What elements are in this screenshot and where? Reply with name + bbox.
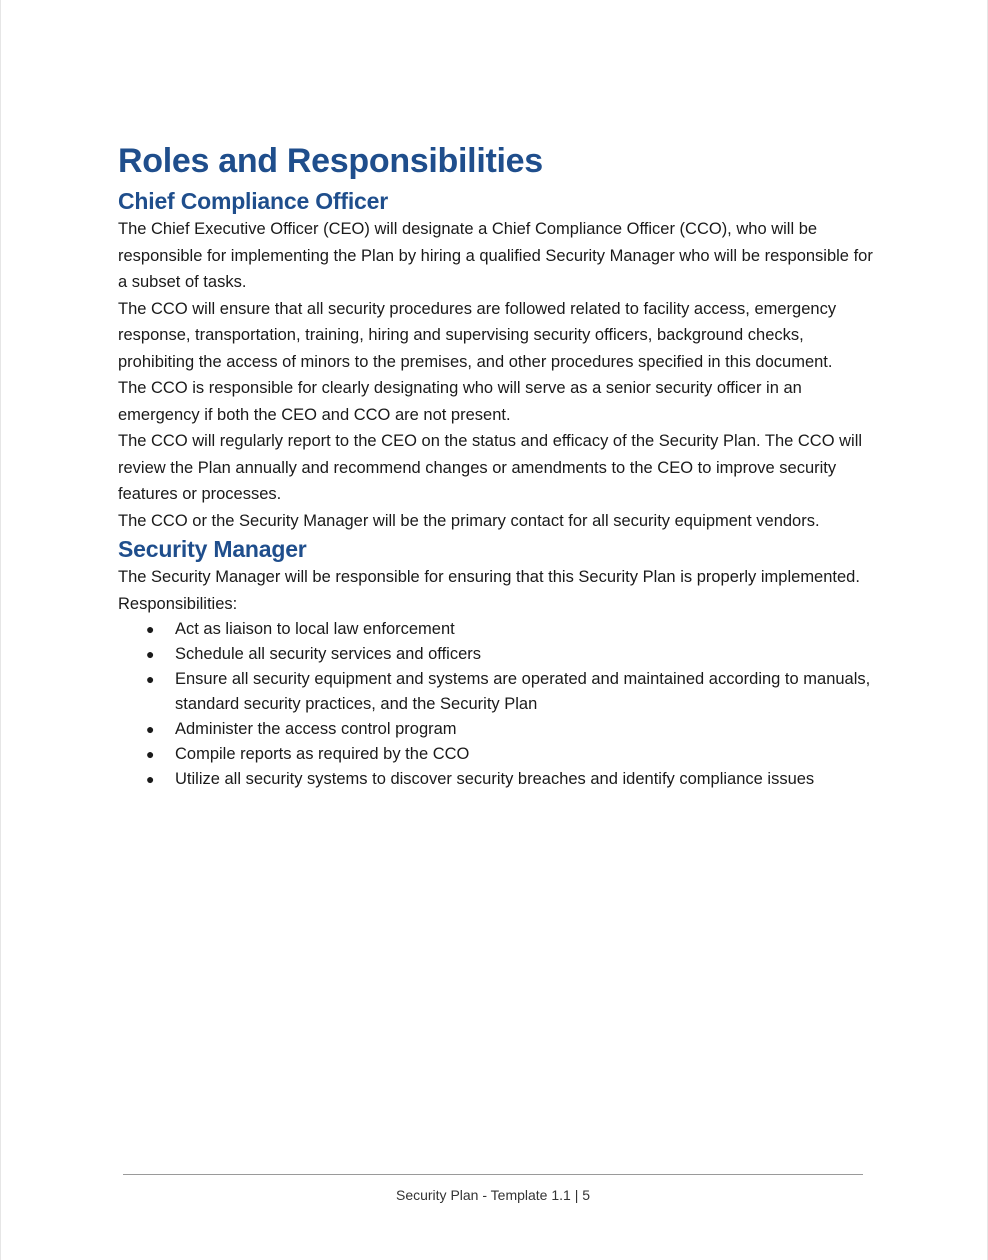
cco-paragraph-5: The CCO or the Security Manager will be the primary contact for all security equipment vendors. xyxy=(118,511,820,530)
page-content xyxy=(118,136,878,792)
list-item xyxy=(118,767,878,792)
page-footer: Security Plan - Template 1.1 | 5 xyxy=(395,1187,591,1203)
cco-paragraph-4: The CCO will regularly report to the CEO on the status and efficacy of the Security Plan. The CCO will review the Plan annually and recommend changes or amendments to the CEO to improve security features or processes. xyxy=(118,432,863,503)
list-item xyxy=(118,642,878,667)
list-item xyxy=(118,617,878,642)
bullet-icon: ● xyxy=(146,621,155,637)
list-item-text: Act as liaison to local law enforcement xyxy=(175,620,455,638)
list-item xyxy=(118,742,878,767)
cco-paragraph-3: The CCO is responsible for clearly designating who will serve as a senior security officer in an emergency if both the CEO and CCO are not present. xyxy=(118,379,802,424)
list-item-text: Compile reports as required by the CCO xyxy=(175,745,470,763)
security-manager-intro: The Security Manager will be responsible for ensuring that this Security Plan is properly implemented. xyxy=(118,568,860,586)
section-heading-security-manager: Security Manager xyxy=(118,536,307,562)
bullet-icon: ● xyxy=(146,671,155,687)
bullet-icon: ● xyxy=(146,646,155,662)
responsibilities-list xyxy=(118,617,878,792)
list-item xyxy=(118,717,878,742)
list-item-text: Ensure all security equipment and systems are operated and maintained according to manuals, standard security practices, and the Security Plan xyxy=(175,670,871,713)
bullet-icon: ● xyxy=(146,721,155,737)
cco-paragraph-2: The CCO will ensure that all security procedures are followed related to facility access, emergency response, transportation, training, hiring and supervising security officers, background checks, prohibiting the access of minors to the premises, and other procedures specified in this document. xyxy=(118,299,837,371)
list-item-text: Utilize all security systems to discover security breaches and identify compliance issues xyxy=(175,770,815,788)
footer-divider xyxy=(123,1174,863,1175)
page-title: Roles and Responsibilities xyxy=(118,142,543,180)
section-heading-cco: Chief Compliance Officer xyxy=(118,188,388,214)
cco-paragraph-1: The Chief Executive Officer (CEO) will designate a Chief Compliance Officer (CCO), who will be responsible for implementing the Plan by hiring a qualified Security Manager who will be responsible for a subset of tasks. xyxy=(118,220,873,291)
list-item-text: Schedule all security services and officers xyxy=(175,645,482,663)
bullet-icon: ● xyxy=(146,746,155,762)
list-item xyxy=(118,667,878,717)
bullet-icon: ● xyxy=(146,771,155,787)
responsibilities-label: Responsibilities: xyxy=(118,594,238,613)
list-item-text: Administer the access control program xyxy=(175,720,457,738)
